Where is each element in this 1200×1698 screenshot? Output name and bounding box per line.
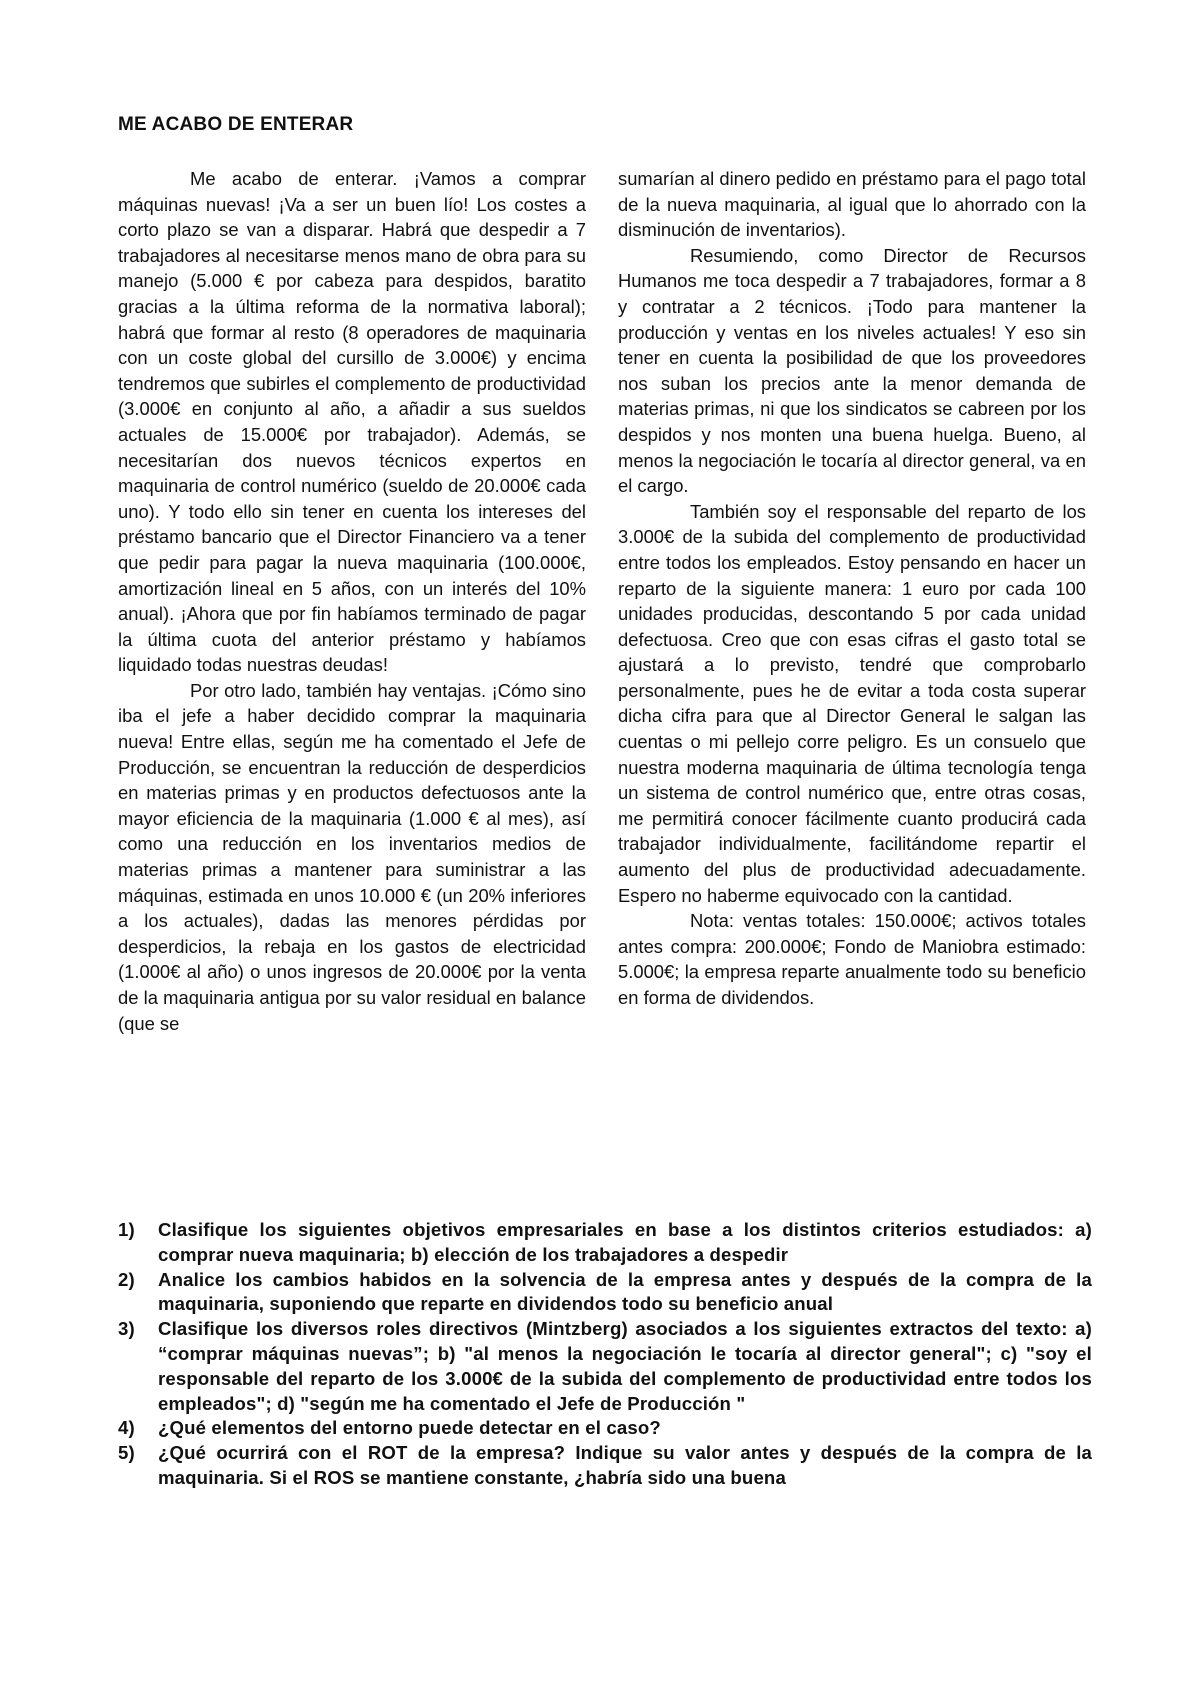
paragraph-advantages: Por otro lado, también hay ventajas. ¡Cómo sino iba el jefe a haber decidido comprar la maquinaria nueva! Entre ellas, según me ha comentado el Jefe de Producción, se encuentran la reducción de desperdicios en materias primas y en productos defectuosos ante la mayor eficiencia de la maquinaria (1.000 € al mes), así como una reducción en los inventarios medios de materias primas a mantener para suministrar a las máquinas, estimada en unos 10.000 € (un 20% inferiores a los actuales), dadas las menores pérdidas por desperdicios, la rebaja en los gastos de electricidad (1.000€ al año) o unos ingresos de 20.000€ por la venta de la maquinaria antigua por su valor residual en balance (que se	[118, 679, 586, 1034]
question-item	[118, 1441, 1092, 1491]
paragraph-continuation: sumarían al dinero pedido en préstamo para el pago total de la nueva maquinaria, al igual que lo ahorrado con la disminución de inventarios).	[618, 168, 1086, 241]
document-title: ME ACABO DE ENTERAR	[118, 114, 354, 135]
question-text: ¿Qué elementos del entorno puede detectar en el caso?	[158, 1417, 661, 1439]
question-item	[118, 1416, 1092, 1441]
left-column	[118, 166, 586, 1036]
right-column	[618, 166, 1086, 1011]
question-number: 2)	[118, 1268, 135, 1290]
question-text: Analice los cambios habidos en la solvencia de la empresa antes y después de la compra de la maquinaria, suponiendo que reparte en dividendos todo su beneficio anual	[158, 1268, 1092, 1315]
question-number: 1)	[118, 1219, 135, 1240]
question-number: 5)	[118, 1442, 135, 1464]
paragraph-summary: Resumiendo, como Director de Recursos Humanos me toca despedir a 7 trabajadores, formar a 8 y contratar a 2 técnicos. ¡Todo para mantener la producción y ventas en los niveles actuales! Y eso sin tener en cuenta la posibilidad de que los proveedores nos suban los precios ante la menor demanda de materias primas, ni que los sindicatos se cabreen por los despidos y nos monten una buena huelga. Bueno, al menos la negociación le tocaría al director general, va en el cargo.	[618, 244, 1086, 497]
question-item	[118, 1268, 1092, 1318]
paragraph-intro: Me acabo de enterar. ¡Vamos a comprar máquinas nuevas! ¡Va a ser un buen lío! Los costes a corto plazo se van a disparar. Habrá que despedir a 7 trabajadores al necesitarse menos mano de obra para su manejo (5.000 € por cabeza para despidos, baratito gracias a la última reforma de la normativa laboral); habrá que formar al resto (8 operadores de maquinaria con un coste global del cursillo de 3.000€) y encima tendremos que subirles el complemento de productividad (3.000€ en conjunto al año, a añadir a sus sueldos actuales de 15.000€ por trabajador). Además, se necesitarían dos nuevos técnicos expertos en maquinaria de control numérico (sueldo de 20.000€ cada uno). Y todo ello sin tener en cuenta los intereses del préstamo bancario que el Director Financiero va a tener que pedir para pagar la nueva maquinaria (100.000€, amortización lineal en 5 años, con un interés del 10% anual). ¡Ahora que por fin habíamos terminado de pagar la última cuota del anterior préstamo y habíamos liquidado todas nuestras deudas!	[118, 168, 586, 676]
question-text: Clasifique los diversos roles directivos (Mintzberg) asociados a los siguientes extractos del texto: a) “comprar máquinas nuevas”; b) "al menos la negociación le tocaría al director general"; c) "soy el responsable del reparto de los 3.000€ de la subida del complemento de productividad entre todos los empleados"; d) "según me ha comentado el Jefe de Producción "	[158, 1318, 1092, 1414]
question-list	[118, 1218, 1092, 1491]
paragraph-productivity: También soy el responsable del reparto de los 3.000€ de la subida del complemento de productividad entre todos los empleados. Estoy pensando en hacer un reparto de la siguiente manera: 1 euro por cada 100 unidades producidas, descontando 5 por cada unidad defectuosa. Creo que con esas cifras el gasto total se ajustará a lo previsto, tendré que comprobarlo personalmente, pues he de evitar a toda costa superar dicha cifra para que al Director General le salgan las cuentas o mi pellejo corre peligro. Es un consuelo que nuestra moderna maquinaria de última tecnología tenga un sistema de control numérico que, entre otras cosas, me permitirá conocer fácilmente cuanto producirá cada trabajador individualmente, facilitándome repartir el aumento del plus de productividad adecuadamente. Espero no haberme equivocado con la cantidad.	[618, 500, 1086, 906]
paragraph-note: Nota: ventas totales: 150.000€; activos totales antes compra: 200.000€; Fondo de Maniobra estimado: 5.000€; la empresa reparte anualmente todo su beneficio en forma de dividendos.	[618, 910, 1086, 1008]
question-text: Clasifique los siguientes objetivos empresariales en base a los distintos criterios estudiados: a) comprar nueva maquinaria; b) elección de los trabajadores a despedir	[158, 1219, 1092, 1265]
question-item	[118, 1218, 1092, 1268]
question-number: 4)	[118, 1417, 135, 1439]
question-number: 3)	[118, 1318, 135, 1340]
question-text: ¿Qué ocurrirá con el ROT de la empresa? Indique su valor antes y después de la compra de la maquinaria. Si el ROS se mantiene constante, ¿habría sido una buena	[158, 1442, 1092, 1488]
question-item	[118, 1317, 1092, 1416]
